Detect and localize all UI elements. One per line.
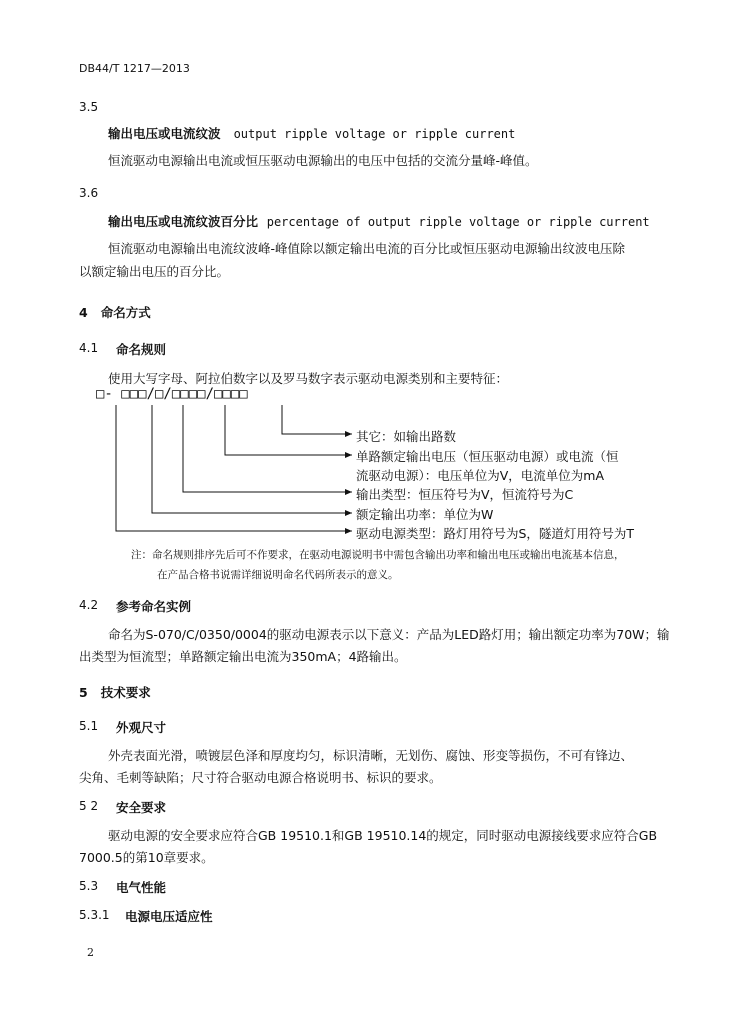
connector-other — [282, 405, 352, 434]
connector-output-type — [183, 405, 352, 492]
note-line-2: 在产品合格书说需详细说明命名代码所表示的意义。 — [157, 569, 399, 581]
appearance-line-1: 外壳表面光滑，喷镀层色泽和厚度均匀，标识清晰，无划伤、腐蚀、形变等损伤，不可有锋边、 — [108, 748, 634, 763]
section-5-3-title: 电气性能 — [116, 880, 167, 895]
connector-driver-type — [116, 405, 352, 531]
section-5-2-number: 5 2 — [79, 799, 99, 813]
section-4-2-title: 参考命名实例 — [116, 599, 192, 614]
naming-pattern: □- □□□/□/□□□□/□□□□ — [96, 386, 248, 402]
definition-3-6-line-2: 以额定输出电压的百分比。 — [79, 264, 230, 279]
section-3-6-number: 3.6 — [79, 186, 99, 200]
connector-rated-power — [152, 405, 352, 513]
section-4-2-number: 4.2 — [79, 598, 99, 612]
example-line-1: 命名为S-070/C/0350/0004的驱动电源表示以下意义：产品为LED路灯用；输出额定功率为70W；输 — [108, 627, 670, 642]
section-5-1-title: 外观尺寸 — [116, 720, 167, 735]
label-rated-power: 额定输出功率：单位为W — [356, 507, 494, 522]
section-5-3-number: 5.3 — [79, 879, 99, 893]
section-5-3-1-number: 5.3.1 — [79, 908, 110, 922]
label-other: 其它：如输出路数 — [356, 429, 457, 444]
arrow-other — [345, 431, 352, 437]
term-3-5-en: output ripple voltage or ripple current — [233, 127, 516, 141]
section-4-1-number: 4.1 — [79, 341, 99, 355]
section-5-title: 5 技术要求 — [79, 685, 151, 700]
naming-intro: 使用大写字母、阿拉伯数字以及罗马数字表示驱动电源类别和主要特征： — [108, 371, 509, 386]
label-rated-output-line-2: 流驱动电源）：电压单位为V，电流单位为mA — [356, 468, 605, 483]
arrow-rated-output — [345, 452, 352, 458]
appearance-line-2: 尖角、毛刺等缺陷；尺寸符合驱动电源合格说明书、标识的要求。 — [79, 770, 442, 785]
safety-line-2: 7000.5的第10章要求。 — [79, 850, 214, 865]
section-4-title: 4 命名方式 — [79, 305, 151, 320]
section-4-1-title: 命名规则 — [116, 342, 167, 357]
definition-3-5: 恒流驱动电源输出电流或恒压驱动电源输出的电压中包括的交流分量峰-峰值。 — [108, 153, 538, 168]
connector-rated-output — [225, 405, 352, 455]
definition-3-6-line-1: 恒流驱动电源输出电流纹波峰-峰值除以额定输出电流的百分比或恒压驱动电源输出纹波电压除 — [108, 241, 626, 256]
page-number: 2 — [87, 946, 94, 959]
arrow-rated-power — [345, 510, 352, 516]
term-3-5-cn: 输出电压或电流纹波 — [108, 126, 221, 141]
document-header: DB44/T 1217—2013 — [79, 62, 190, 75]
term-3-6-cn: 输出电压或电流纹波百分比 — [108, 214, 259, 229]
section-3-5-number: 3.5 — [79, 100, 99, 114]
term-3-6-en: percentage of output ripple voltage or ripple current — [266, 215, 650, 229]
label-output-type: 输出类型：恒压符号为V，恒流符号为C — [356, 487, 574, 502]
section-5-1-number: 5.1 — [79, 719, 99, 733]
arrow-output-type — [345, 489, 352, 495]
safety-line-1: 驱动电源的安全要求应符合GB 19510.1和GB 19510.14的规定，同时驱动电源接线要求应符合GB — [108, 828, 658, 843]
label-driver-type: 驱动电源类型：路灯用符号为S，隧道灯用符号为T — [356, 526, 635, 541]
label-rated-output-line-1: 单路额定输出电压（恒压驱动电源）或电流（恒 — [356, 449, 619, 464]
section-5-2-title: 安全要求 — [116, 800, 167, 815]
note-line-1: 注：命名规则排序先后可不作要求，在驱动电源说明书中需包含输出功率和输出电压或输出电流基本信息， — [131, 549, 625, 561]
section-5-3-1-title: 电源电压适应性 — [125, 909, 213, 924]
arrow-driver-type — [345, 528, 352, 534]
example-line-2: 出类型为恒流型；单路额定输出电流为350mA；4路输出。 — [79, 649, 407, 664]
